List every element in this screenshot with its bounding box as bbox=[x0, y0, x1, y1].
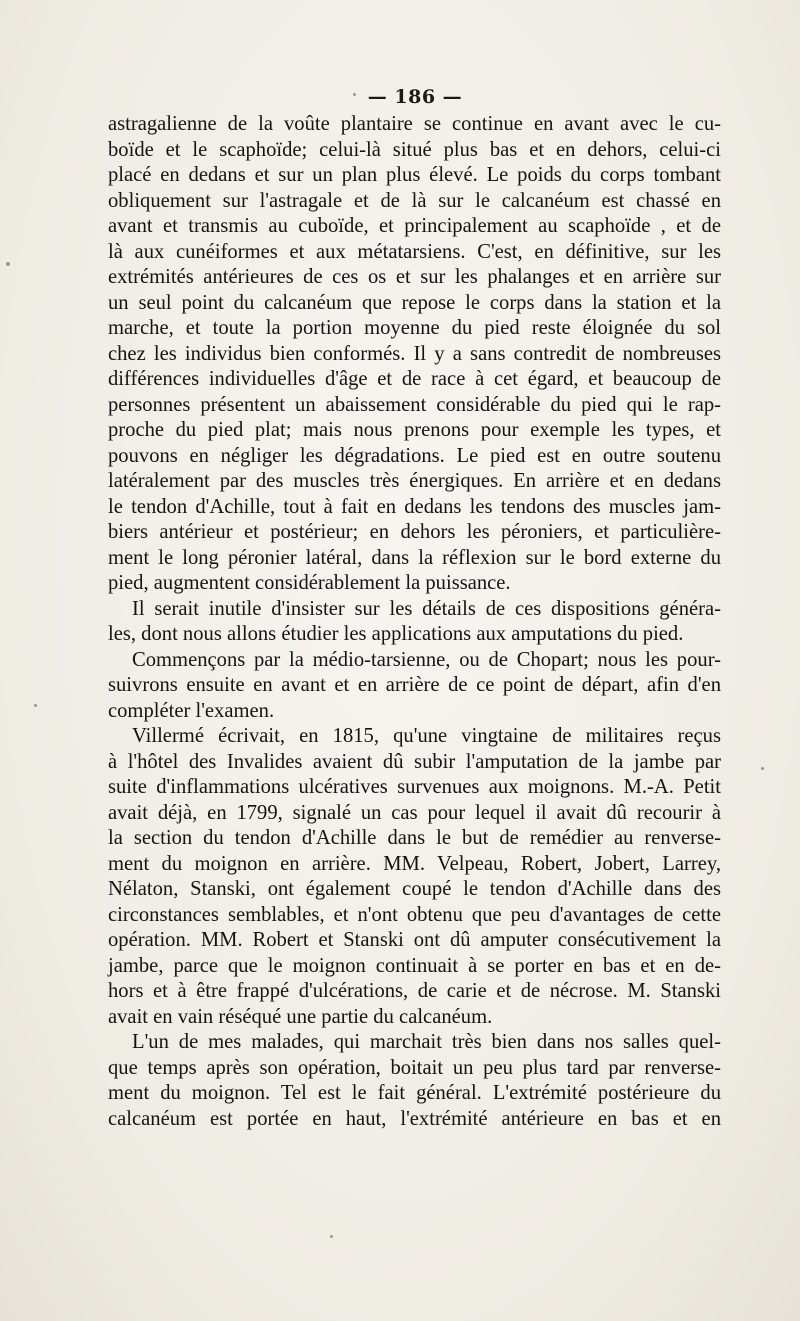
text-line: chez les individus bien conformés. Il y a sans contredit de nombreuses bbox=[108, 342, 721, 365]
text-line: avait déjà, en 1799, signalé un cas pour lequel il avait dû recourir à bbox=[108, 801, 721, 824]
text-line: personnes présentent un abaissement considérable du pied qui le rap- bbox=[108, 393, 721, 416]
text-line: suivrons ensuite en avant et en arrière de ce point de départ, afin d'en bbox=[108, 674, 721, 696]
text-line: le tendon d'Achille, tout à fait en dedans les tendons des muscles jam- bbox=[108, 495, 721, 518]
text-line: ment du moignon en arrière. MM. Velpeau, Robert, Jobert, Larrey, bbox=[108, 852, 721, 875]
text-line: latéralement par des muscles très énergiques. En arrière et en dedans bbox=[108, 470, 721, 492]
text-line: proche du pied plat; mais nous prenons pour exemple les types, et bbox=[108, 419, 721, 441]
text-line: Il serait inutile d'insister sur les détails de ces dispositions généra- bbox=[132, 597, 721, 620]
text-line: avant et transmis au cuboïde, et principalement au scaphoïde , et de bbox=[108, 215, 721, 237]
text-line: marche, et toute la portion moyenne du pied reste éloignée du sol bbox=[108, 317, 721, 339]
paper-speck bbox=[330, 1235, 333, 1238]
text-line: suite d'inflammations ulcératives survenues aux moignons. M.-A. Petit bbox=[108, 776, 721, 798]
text-line: boïde et le scaphoïde; celui-là situé plus bas et en dehors, celui-ci bbox=[108, 138, 721, 161]
text-line: placé en dedans et sur un plan plus élevé. Le poids du corps tombant bbox=[108, 164, 721, 186]
text-line: astragalienne de la voûte plantaire se continue en avant avec le cu- bbox=[108, 113, 721, 135]
text-line: L'un de mes malades, qui marchait très bien dans nos salles quel- bbox=[132, 1031, 721, 1053]
text-line: Commençons par la médio-tarsienne, ou de Chopart; nous les pour- bbox=[132, 648, 721, 671]
text-line: à l'hôtel des Invalides avaient dû subir l'amputation de la jambe par bbox=[108, 750, 721, 773]
text-line: que temps après son opération, boitait un peu plus tard par renverse- bbox=[108, 1056, 721, 1079]
text-line: circonstances semblables, et n'ont obtenu que peu d'avantages de cette bbox=[108, 903, 721, 926]
text-line: compléter l'examen. bbox=[108, 699, 275, 722]
paper-speck bbox=[34, 704, 37, 707]
text-line: la section du tendon d'Achille dans le but de remédier au renverse- bbox=[108, 827, 721, 849]
text-line: calcanéum est portée en haut, l'extrémité antérieure en bas et en bbox=[108, 1107, 721, 1130]
text-line: extrémités antérieures de ces os et sur les phalanges et en arrière sur bbox=[108, 266, 721, 288]
text-line: ment du moignon. Tel est le fait général. L'extrémité postérieure du bbox=[108, 1082, 721, 1104]
page-number: — 186 — bbox=[367, 86, 463, 108]
paper-speck bbox=[761, 767, 764, 770]
paper-speck bbox=[6, 262, 10, 266]
text-line: là aux cunéiformes et aux métatarsiens. C'est, en définitive, sur les bbox=[108, 240, 721, 263]
body-text bbox=[108, 112, 721, 1132]
text-line: Nélaton, Stanski, ont également coupé le tendon d'Achille dans des bbox=[108, 878, 721, 900]
text-line: avait en vain réséqué une partie du calcanéum. bbox=[108, 1005, 493, 1028]
text-line: biers antérieur et postérieur; en dehors les péroniers, et particulière- bbox=[108, 521, 721, 543]
text-line: pied, augmentent considérablement la puissance. bbox=[108, 572, 511, 594]
text-line: opération. MM. Robert et Stanski ont dû amputer consécutivement la bbox=[108, 929, 721, 951]
text-line: hors et à être frappé d'ulcérations, de carie et de nécrose. M. Stanski bbox=[108, 980, 721, 1002]
text-line: un seul point du calcanéum que repose le corps dans la station et la bbox=[108, 291, 721, 314]
text-line: obliquement sur l'astragale et de là sur le calcanéum est chassé en bbox=[108, 189, 721, 212]
text-line: les, dont nous allons étudier les applications aux amputations du pied. bbox=[108, 623, 684, 645]
text-line: jambe, parce que le moignon continuait à se porter en bas et en de- bbox=[108, 954, 721, 977]
text-line: pouvons en négliger les dégradations. Le pied est en outre soutenu bbox=[108, 444, 721, 467]
text-line: Villermé écrivait, en 1815, qu'une vingtaine de militaires reçus bbox=[132, 725, 721, 747]
text-line: différences individuelles d'âge et de race à cet égard, et beaucoup de bbox=[108, 368, 721, 390]
text-line: ment le long péronier latéral, dans la réflexion sur le bord externe du bbox=[108, 546, 721, 569]
